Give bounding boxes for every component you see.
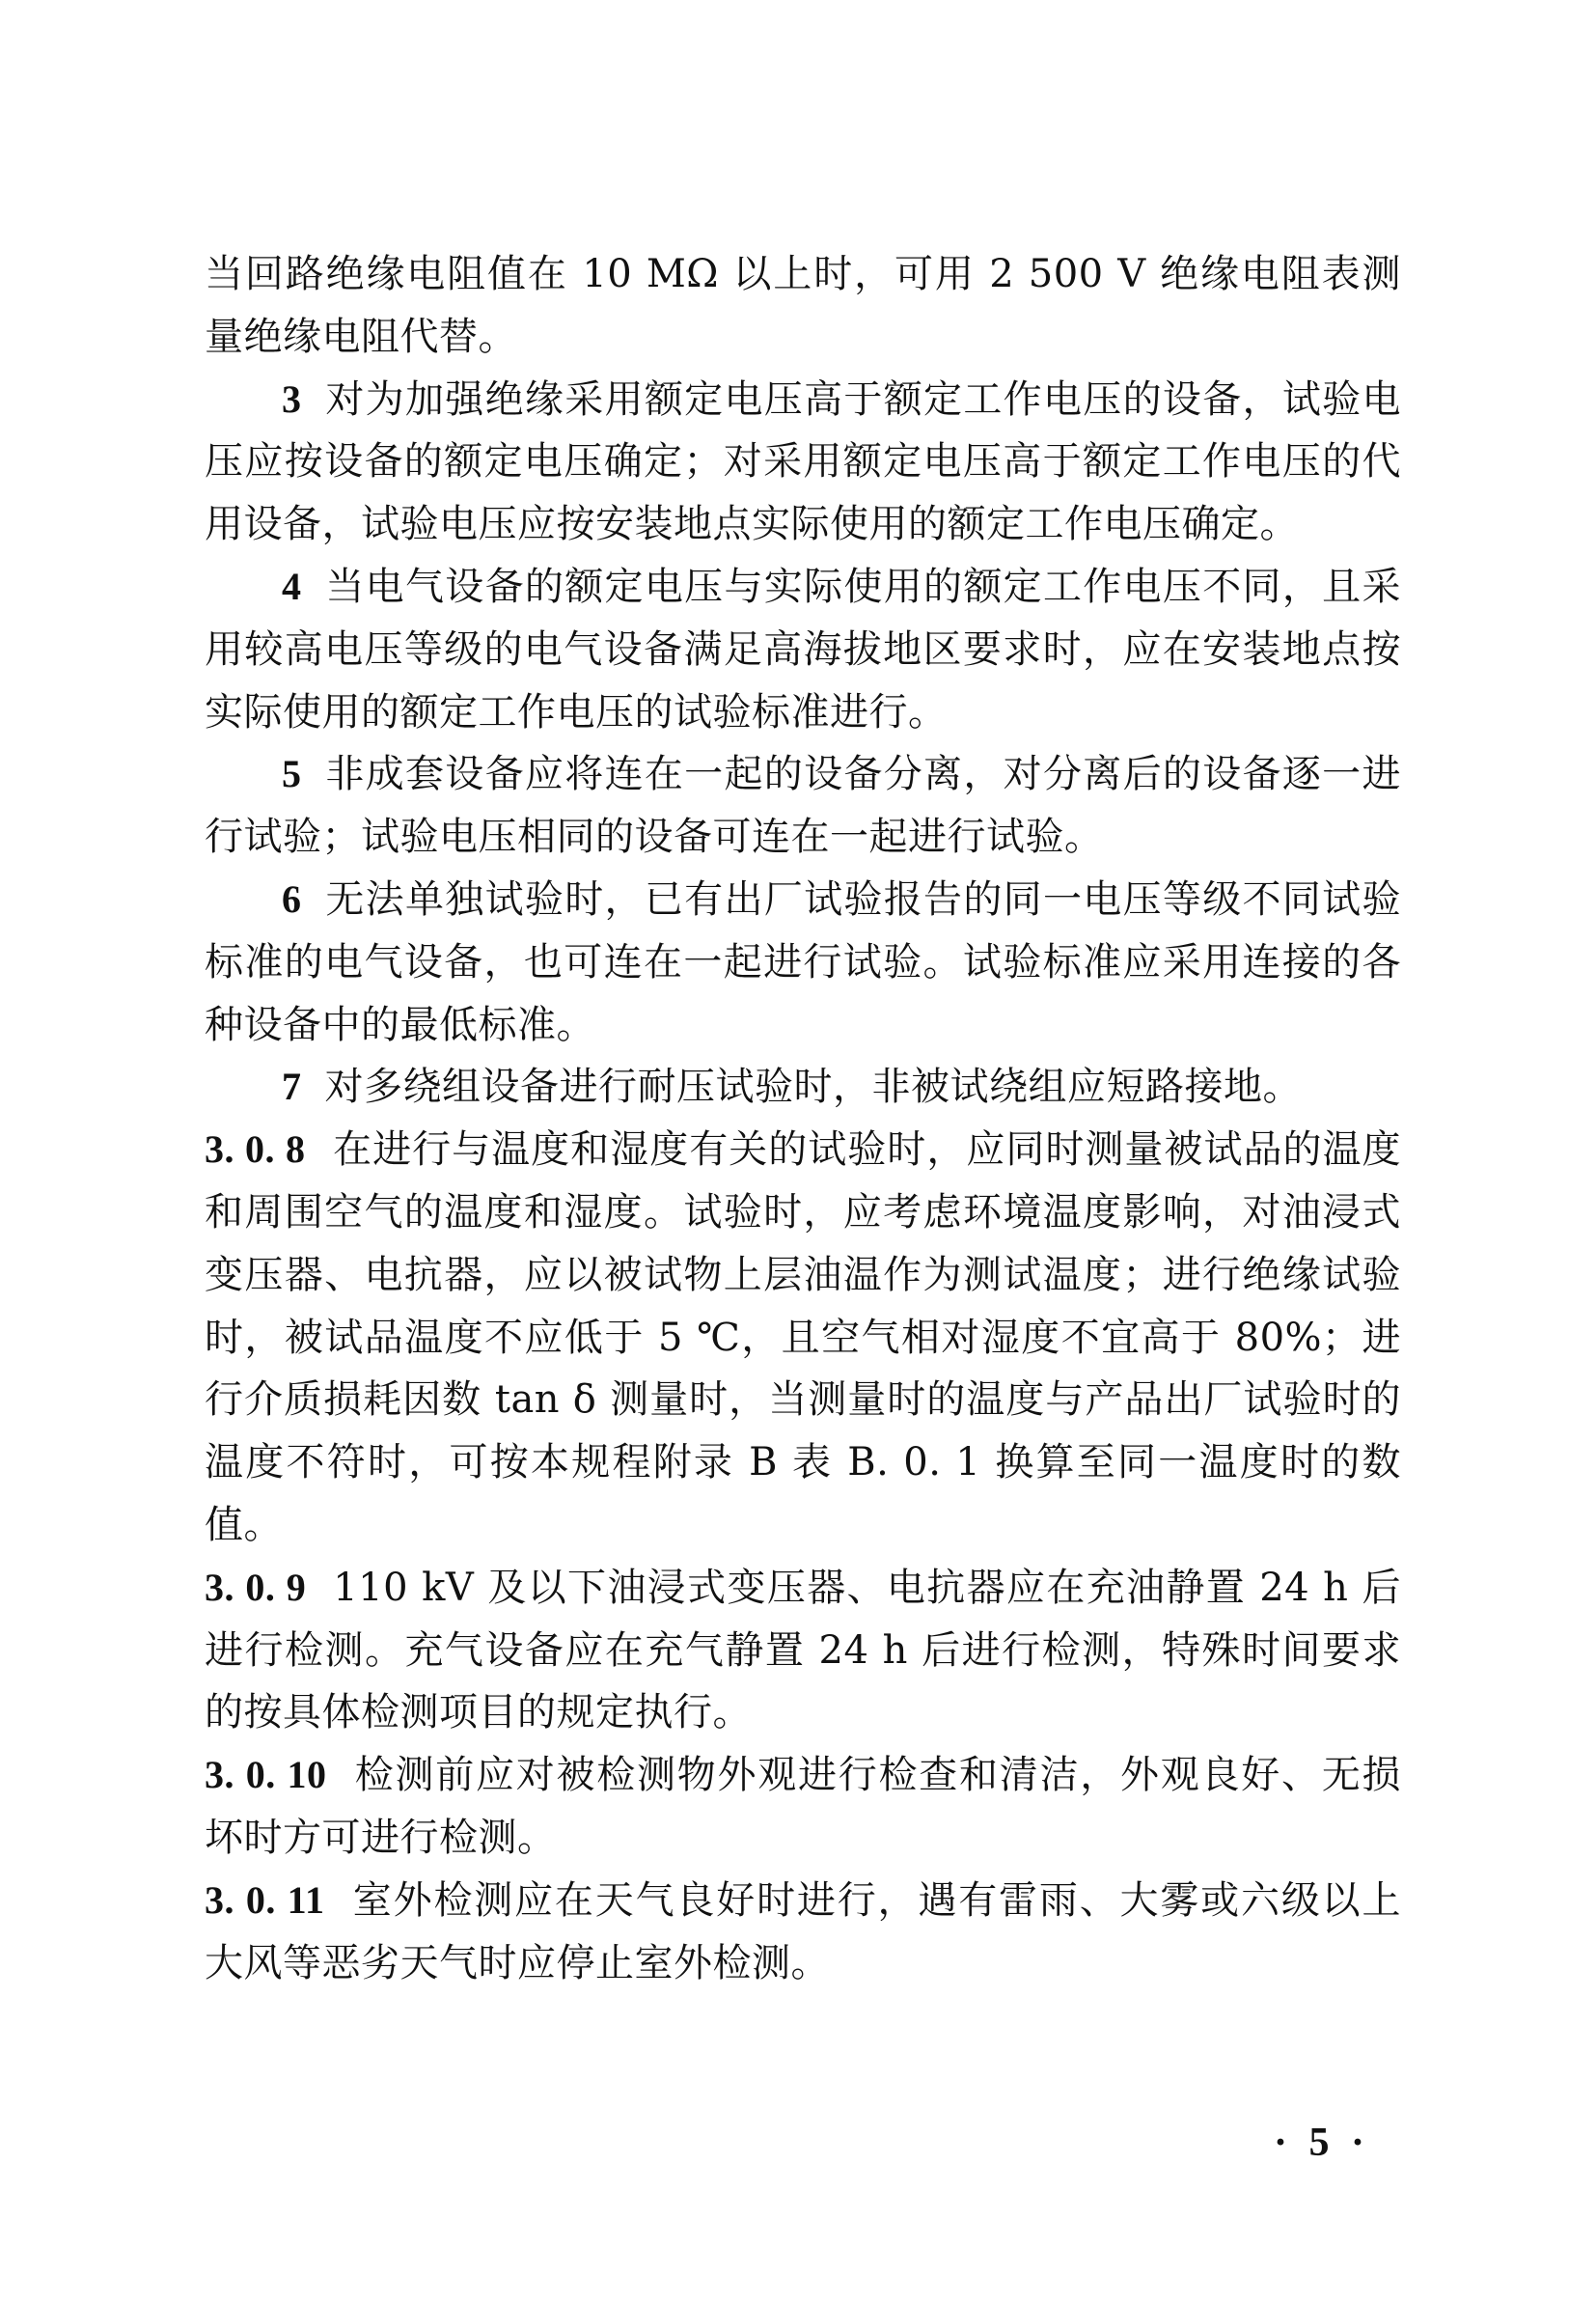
item-number: 3 (282, 376, 302, 421)
item-number: 4 (282, 564, 302, 608)
clause-number: 3. 0. 9 (205, 1565, 307, 1609)
list-item (205, 869, 1401, 1056)
item-text: 无法单独试验时，已有出厂试验报告的同一电压等级不同试验标准的电气设备，也可连在一起进行试验。试验标准应采用连接的各种设备中的最低标准。 (205, 876, 1401, 1047)
clause-number: 3. 0. 8 (205, 1127, 306, 1172)
continuation-paragraph (205, 243, 1401, 369)
clause-number: 3. 0. 10 (205, 1753, 327, 1797)
clause-text: 室外检测应在天气良好时进行，遇有雷雨、大雾或六级以上大风等恶劣天气时应停止室外检测。 (205, 1877, 1401, 1985)
clause-text: 在进行与温度和湿度有关的试验时，应同时测量被试品的温度和周围空气的温度和湿度。试验时，应考虑环境温度影响，对油浸式变压器、电抗器，应以被试物上层油温作为测试温度；进行绝缘试验时，被试品温度不应低于 5 ℃，且空气相对湿度不宜高于 80%；进行介质损耗因数 tan δ 测量时，当测量时的温度与产品出厂试验时的温度不符时，可按本规程附录 B 表 B. 0. 1 换算至同一温度时的数值。 (205, 1127, 1402, 1547)
item-number: 7 (282, 1065, 302, 1109)
clause-paragraph (205, 1744, 1401, 1870)
clause-paragraph (205, 1870, 1401, 1995)
item-number: 6 (282, 876, 302, 921)
clause-paragraph (205, 1119, 1401, 1557)
clause-text: 110 kV 及以下油浸式变压器、电抗器应在充油静置 24 h 后进行检测。充气设备应在充气静置 24 h 后进行检测，特殊时间要求的按具体检测项目的规定执行。 (205, 1565, 1401, 1735)
continuation-text: 当回路绝缘电阻值在 10 MΩ 以上时，可用 2 500 V 绝缘电阻表测量绝缘电阻代替。 (205, 252, 1401, 359)
item-text: 非成套设备应将连在一起的设备分离，对分离后的设备逐一进行试验；试验电压相同的设备可连在一起进行试验。 (205, 752, 1401, 860)
body-text (205, 243, 1401, 1994)
list-item (205, 743, 1401, 869)
list-item (205, 1056, 1401, 1119)
list-item (205, 556, 1401, 743)
item-number: 5 (282, 752, 302, 796)
item-text: 对多绕组设备进行耐压试验时，非被试绕组应短路接地。 (324, 1065, 1302, 1110)
clause-text: 检测前应对被检测物外观进行检查和清洁，外观良好、无损坏时方可进行检测。 (205, 1753, 1401, 1860)
item-text: 对为加强绝缘采用额定电压高于额定工作电压的设备，试验电压应按设备的额定电压确定；对采用额定电压高于额定工作电压的代用设备，试验电压应按安装地点实际使用的额定工作电压确定。 (205, 376, 1401, 547)
list-item (205, 369, 1401, 556)
page-number: · 5 · (1274, 2121, 1371, 2165)
item-text: 当电气设备的额定电压与实际使用的额定工作电压不同，且采用较高电压等级的电气设备满足高海拔地区要求时，应在安装地点按实际使用的额定工作电压的试验标准进行。 (205, 564, 1401, 735)
clause-paragraph (205, 1557, 1401, 1744)
clause-number: 3. 0. 11 (205, 1877, 325, 1922)
